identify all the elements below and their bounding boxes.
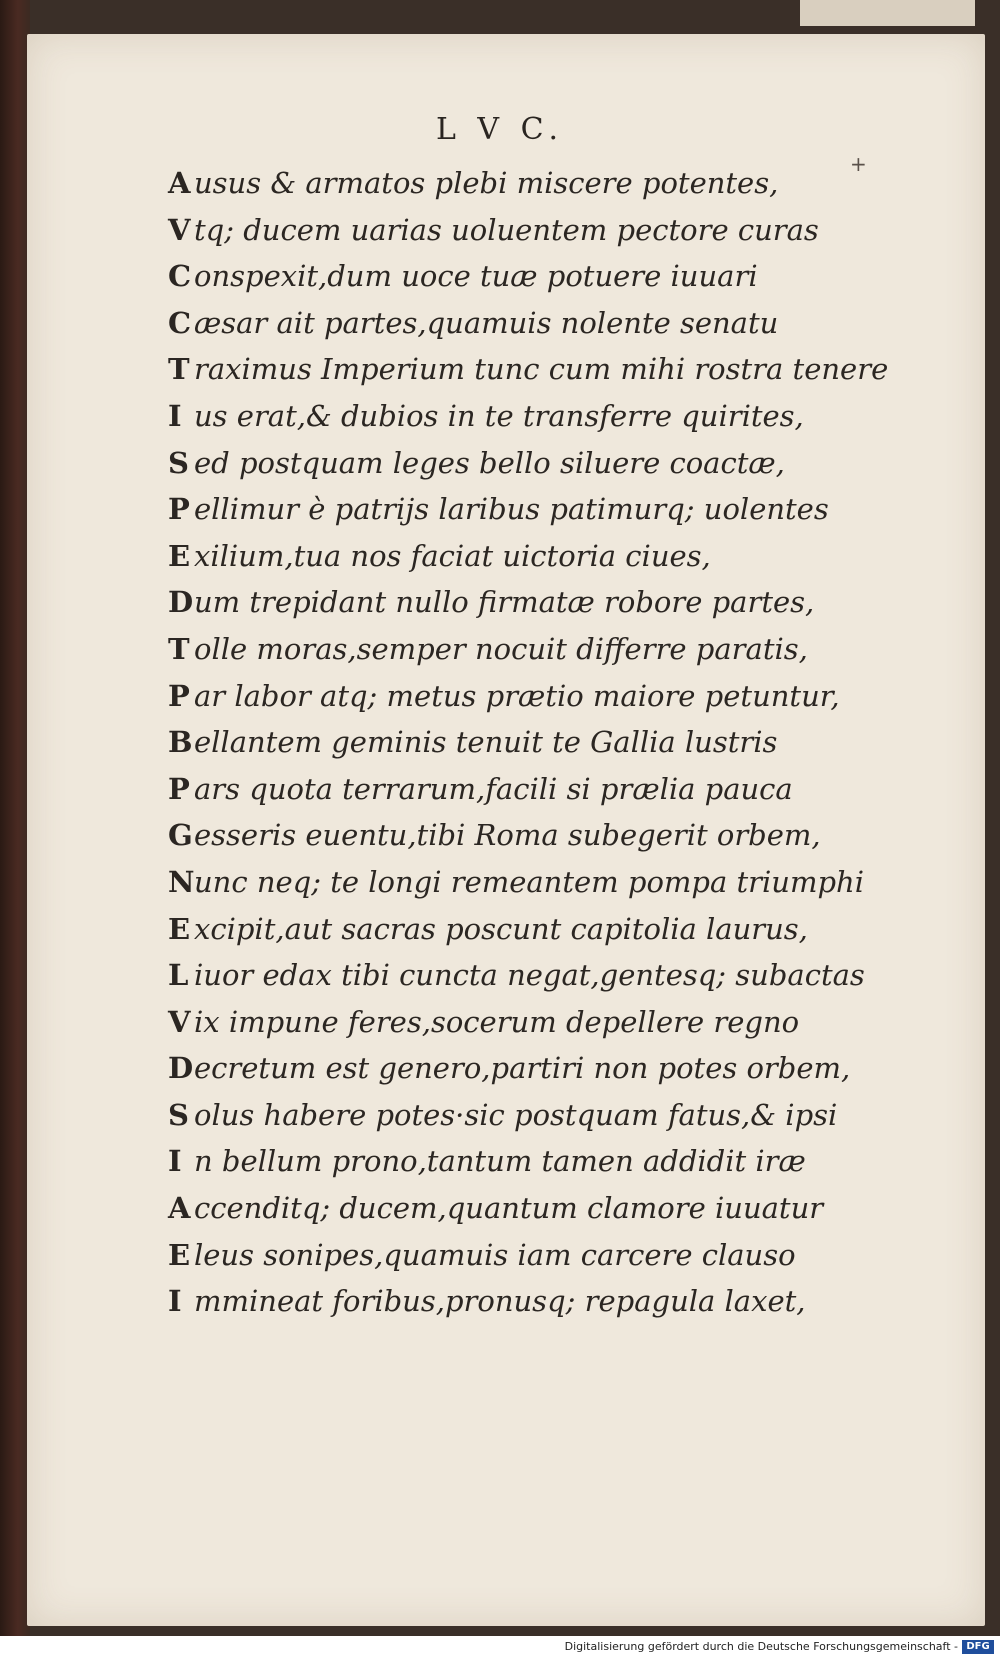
verse-line: [168, 906, 868, 953]
verse-initial: A: [168, 166, 191, 200]
verse-line: [168, 160, 868, 207]
verse-line: [168, 952, 868, 999]
verse-text: usus & armatos plebi miscere potentes,: [194, 166, 779, 200]
dfg-logo[interactable]: DFG: [962, 1640, 994, 1654]
verse-initial: P: [168, 678, 190, 713]
verse-text: n bellum prono,tantum tamen addidit iræ: [194, 1144, 806, 1179]
verse-text: olle moras,semper nocuit differre paratis,: [194, 631, 808, 666]
verse-line: [168, 859, 868, 906]
verse-initial: V: [168, 212, 191, 247]
verse-text: onspexit,dum uoce tuæ potuere iuuari: [194, 259, 758, 294]
verse-initial: N: [168, 864, 195, 899]
verse-initial: I: [168, 1284, 182, 1319]
verse-text: ellantem geminis tenuit te Gallia lustris: [194, 725, 778, 760]
verse-initial: E: [168, 911, 191, 946]
verse-text: leus sonipes,quamuis iam carcere clauso: [194, 1237, 796, 1272]
verse-line: [168, 440, 868, 487]
verse-text: olus habere potes·sic postquam fatus,& ipsi: [194, 1097, 838, 1132]
verse-initial: D: [168, 1051, 194, 1086]
verse-line: [168, 207, 868, 254]
verse-initial: P: [168, 492, 190, 527]
verse-line: [168, 999, 868, 1046]
verse-line: [168, 346, 889, 393]
book-binding: [0, 0, 30, 1659]
running-title: L V C.: [435, 112, 565, 147]
verse-text: esseris euentu,tibi Roma subegerit orbem,: [194, 818, 821, 853]
verse-initial: D: [168, 585, 194, 620]
verse-initial: E: [168, 538, 191, 573]
verse-initial: I: [168, 1144, 182, 1179]
verse-initial: C: [168, 305, 192, 340]
verse-initial: P: [168, 771, 190, 806]
verse-line: [168, 300, 868, 347]
verse-text: mmineat foribus,pronusq; repagula laxet,: [194, 1284, 806, 1319]
verse-text: unc neq; te longi remeantem pompa triumphi: [194, 864, 864, 899]
verse-block: [168, 160, 889, 1325]
verse-initial: A: [168, 1191, 191, 1226]
verse-line: [168, 1232, 868, 1279]
verse-initial: S: [168, 1097, 189, 1132]
verse-text: us erat,& dubios in te transferre quirites,: [194, 398, 804, 433]
verse-line: [168, 579, 868, 626]
verse-line: [168, 1045, 868, 1092]
verse-line: [168, 393, 868, 440]
verse-initial: T: [168, 352, 190, 387]
verse-text: ix impune feres,socerum depellere regno: [194, 1004, 800, 1039]
verse-initial: T: [168, 631, 190, 666]
verse-line: [168, 1138, 868, 1185]
verse-text: æsar ait partes,quamuis nolente senatu: [194, 305, 779, 340]
verse-line: [168, 812, 868, 859]
verse-line: [168, 1185, 868, 1232]
verse-initial: B: [168, 725, 193, 760]
verse-line: [168, 533, 868, 580]
verse-line: [168, 626, 868, 673]
verse-initial: I: [168, 398, 182, 433]
funding-credit: Digitalisierung gefördert durch die Deutsche Forschungsgemeinschaft -: [564, 1640, 958, 1653]
verse-initial: V: [168, 1004, 191, 1039]
verse-text: ar labor atq; metus prætio maiore petuntur,: [194, 678, 840, 713]
verse-text: ccenditq; ducem,quantum clamore iuuatur: [194, 1191, 824, 1226]
verse-line: [168, 1278, 868, 1325]
verse-initial: E: [168, 1237, 191, 1272]
verse-line: [168, 1092, 868, 1139]
verse-line: [168, 673, 868, 720]
verse-text: xilium,tua nos faciat uictoria ciues,: [194, 538, 711, 573]
verse-text: ars quota terrarum,facili si prælia pauca: [194, 771, 793, 806]
verse-line: [168, 253, 868, 300]
verse-line: [168, 766, 868, 813]
verse-line: [168, 486, 868, 533]
verse-text: ellimur è patrijs laribus patimurq; uolentes: [194, 492, 829, 527]
verse-initial: C: [168, 259, 192, 294]
adjacent-page-edge: [800, 0, 975, 26]
verse-text: um trepidant nullo firmatæ robore partes,: [194, 585, 815, 620]
verse-line: [168, 719, 868, 766]
verse-initial: G: [168, 818, 193, 853]
verse-text: ecretum est genero,partiri non potes orbem,: [194, 1051, 851, 1086]
verse-text: ed postquam leges bello siluere coactæ,: [194, 445, 785, 480]
verse-text: iuor edax tibi cuncta negat,gentesq; subactas: [194, 958, 865, 993]
verse-initial: L: [168, 958, 189, 993]
verse-initial: S: [168, 445, 189, 480]
margin-mark: +: [850, 152, 867, 176]
verse-text: tq; ducem uarias uoluentem pectore curas: [194, 212, 819, 247]
verse-text: xcipit,aut sacras poscunt capitolia laurus,: [194, 911, 808, 946]
verse-text: raximus Imperium tunc cum mihi rostra tenere: [194, 352, 889, 387]
